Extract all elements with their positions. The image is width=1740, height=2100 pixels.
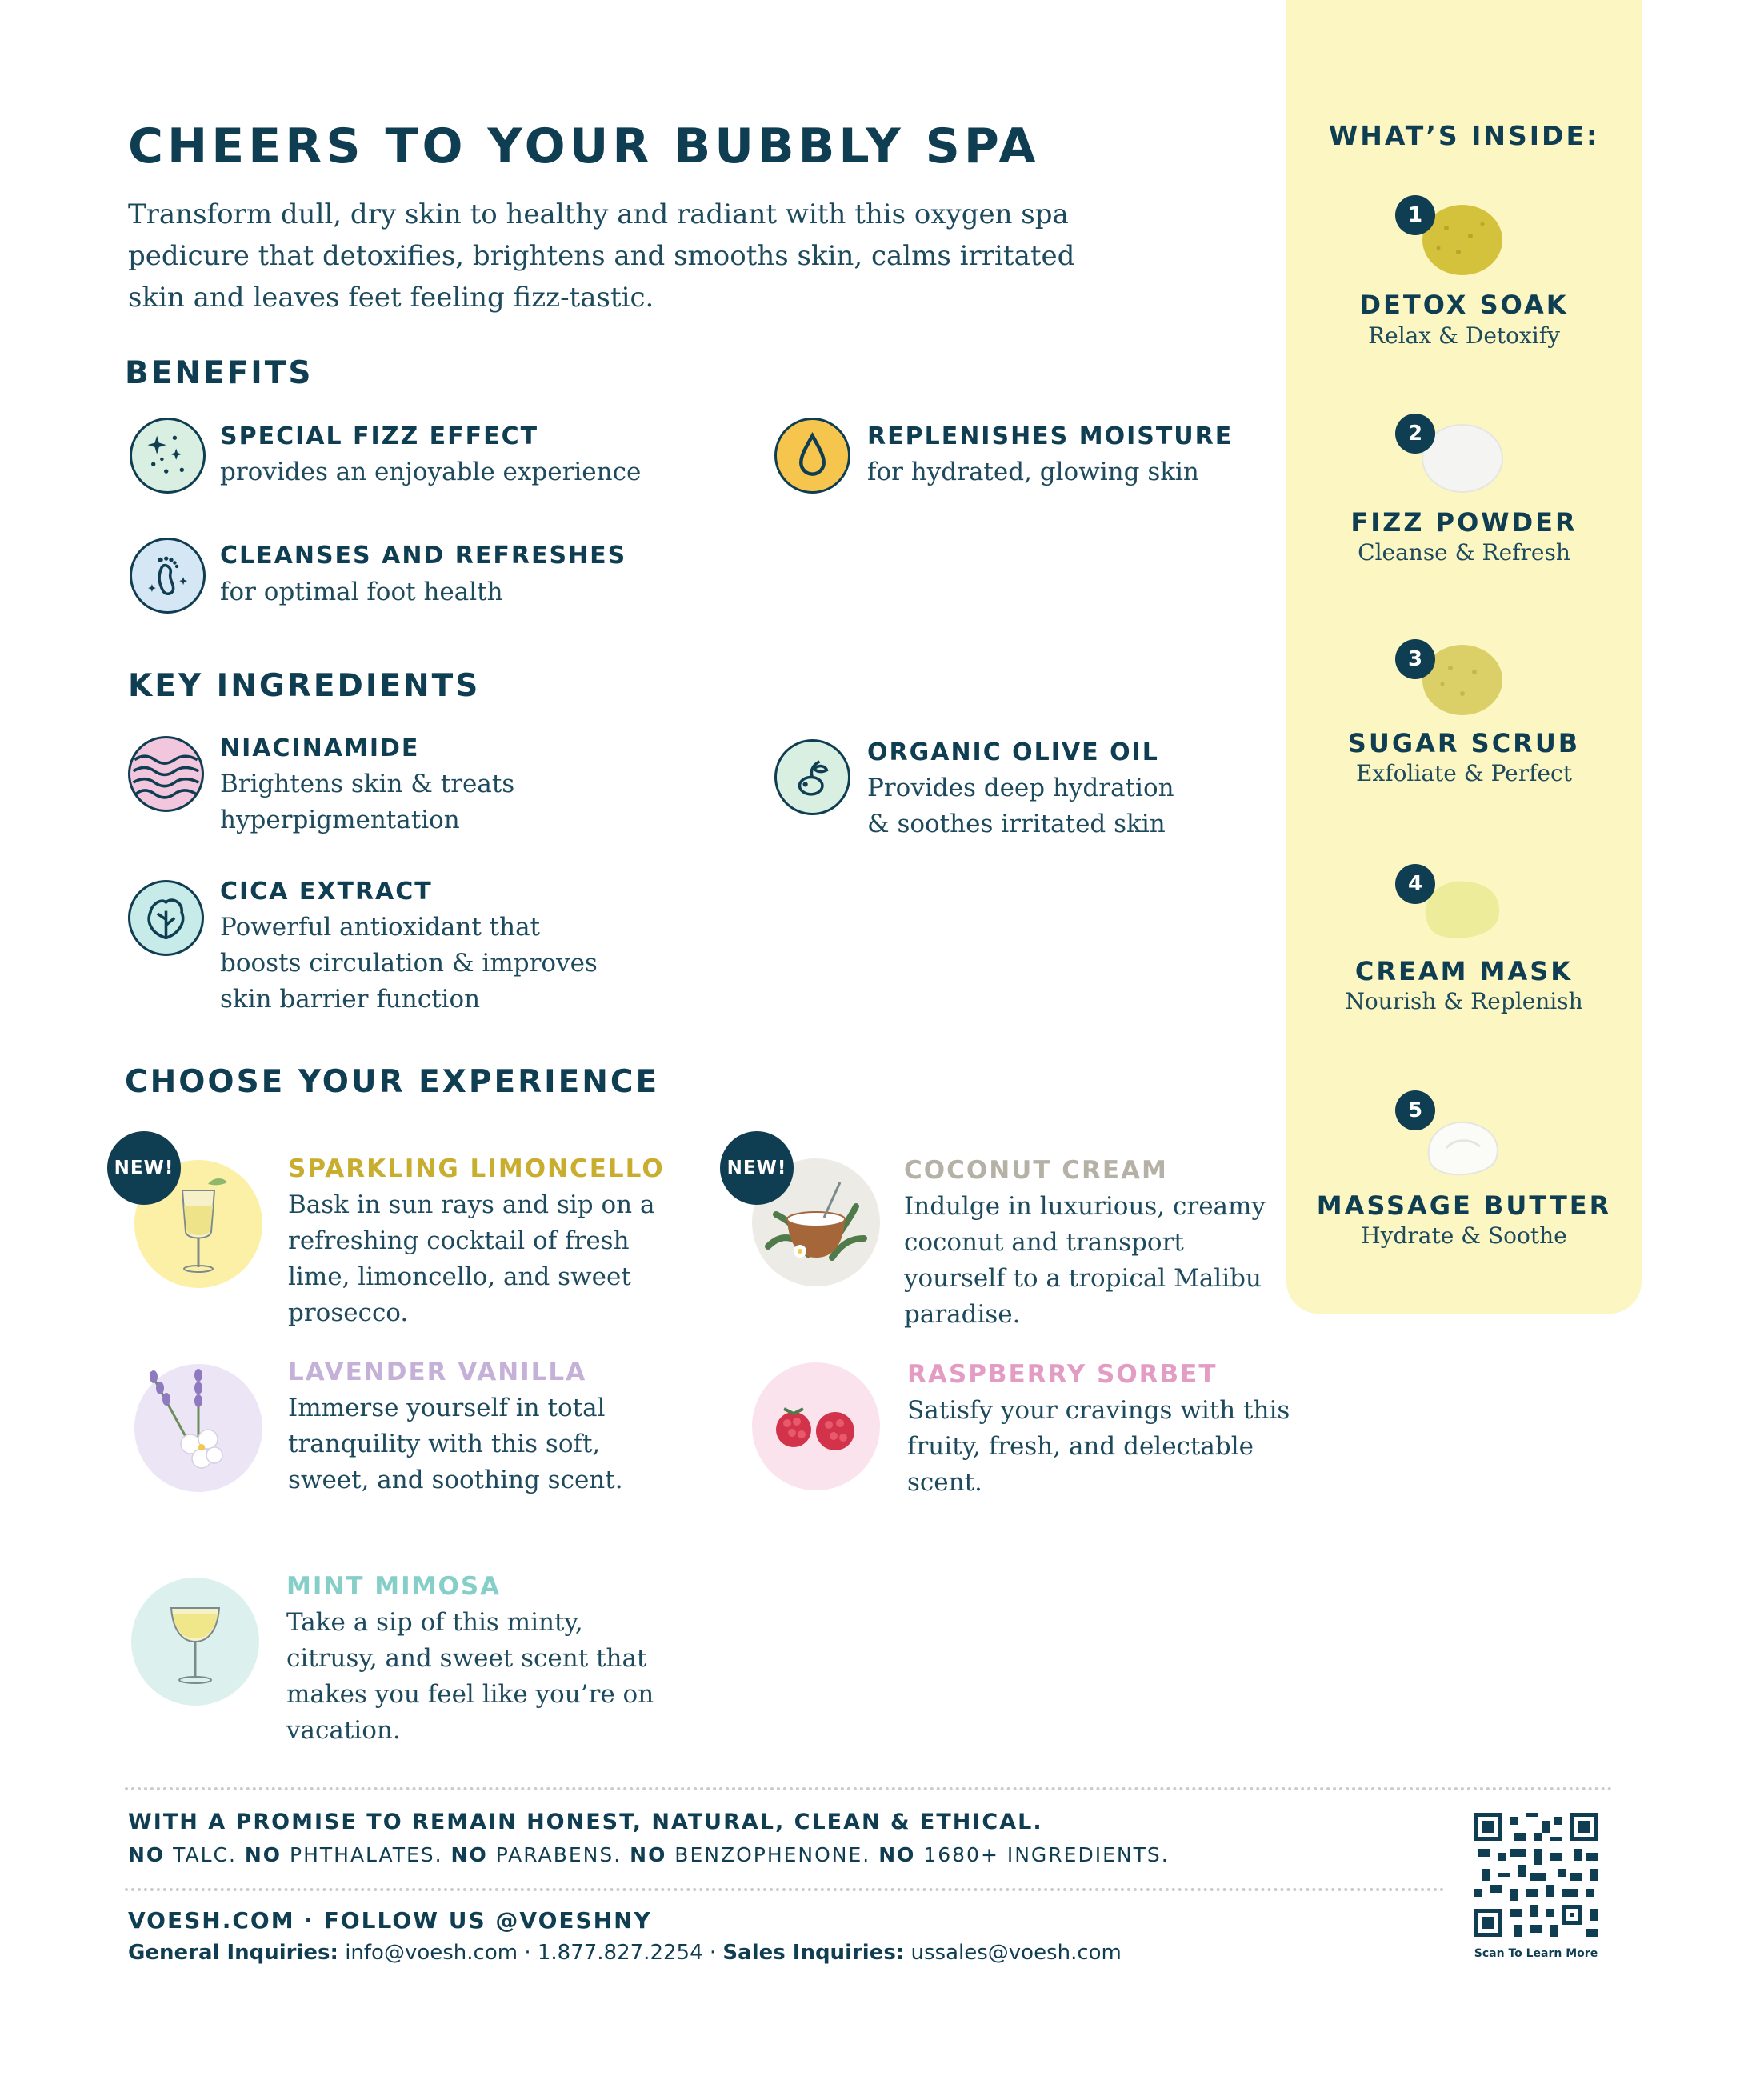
phone-number[interactable]: 1.877.827.2254 — [537, 1941, 703, 1965]
benefit-title: SPECIAL FIZZ EFFECT — [220, 422, 539, 450]
exclusion-item: PHTHALATES. — [290, 1843, 443, 1866]
sales-email-link[interactable]: ussales@voesh.com — [910, 1941, 1122, 1965]
exclusion-item: BENZOPHENONE. — [674, 1843, 871, 1866]
step-subtitle: Cleanse & Refresh — [1358, 539, 1570, 566]
contact-line: General Inquiries: info@voesh.com · 1.877.827.2254 · Sales Inquiries: ussales@voesh.com — [128, 1941, 1122, 1965]
step-subtitle: Hydrate & Soothe — [1361, 1222, 1567, 1249]
ingredient-text: Provides deep hydration & soothes irritated skin — [867, 774, 1174, 838]
footer-divider — [125, 1888, 1445, 1891]
sales-inquiries-label: Sales Inquiries: — [722, 1941, 905, 1965]
scent-description: Indulge in luxurious, creamy coconut and transport yourself to a tropical Malibu paradise. — [904, 1192, 1266, 1329]
scent-title: MINT MIMOSA — [286, 1572, 502, 1601]
no-label: NO — [878, 1843, 916, 1866]
step-title: DETOX SOAK — [1359, 290, 1569, 320]
ingredient-title: CICA EXTRACT — [220, 878, 433, 906]
no-label: NO — [450, 1843, 488, 1866]
scent-title: COCONUT CREAM — [904, 1156, 1168, 1185]
foot-icon — [130, 538, 206, 614]
ingredient-exclusions — [128, 1843, 1170, 1866]
promise-statement: WITH A PROMISE TO REMAIN HONEST, NATURAL, CLEAN & ETHICAL. — [128, 1810, 1043, 1834]
benefits-heading: BENEFITS — [125, 355, 314, 391]
no-label: NO — [630, 1843, 667, 1866]
step-subtitle: Nourish & Replenish — [1345, 988, 1583, 1014]
sparkle-icon — [130, 418, 206, 494]
exclusion-item: 1680+ INGREDIENTS. — [923, 1843, 1170, 1866]
general-inquiries-label: General Inquiries: — [128, 1941, 338, 1965]
leaf-icon — [128, 880, 204, 956]
raspberry-image — [752, 1362, 880, 1490]
step-number: 3 — [1395, 639, 1435, 679]
scent-title: LAVENDER VANILLA — [288, 1358, 587, 1386]
step-number: 2 — [1395, 414, 1435, 454]
intro-paragraph: Transform dull, dry skin to healthy and radiant with this oxygen spa pedicure that detoxifies, brightens and smooths skin, calms irritated skin and leaves feet feeling fizz-tastic. — [128, 198, 1075, 314]
no-label: NO — [244, 1843, 282, 1866]
new-badge: NEW! — [107, 1131, 181, 1205]
benefit-text: provides an enjoyable experience — [220, 458, 642, 486]
whats-inside-heading: WHAT’S INSIDE: — [1328, 120, 1600, 151]
ingredient-title: NIACINAMIDE — [220, 734, 420, 762]
no-label: NO — [128, 1843, 166, 1866]
olive-icon — [774, 739, 850, 815]
water-drop-icon — [774, 418, 850, 494]
step-subtitle: Exfoliate & Perfect — [1355, 760, 1572, 786]
step-title: CREAM MASK — [1354, 956, 1574, 986]
scent-description: Take a sip of this minty, citrusy, and sweet scent that makes you feel like you’re on vacation. — [286, 1608, 654, 1745]
lavender-image — [134, 1364, 262, 1492]
ingredient-title: ORGANIC OLIVE OIL — [867, 738, 1159, 766]
benefit-title: CLEANSES AND REFRESHES — [220, 542, 627, 570]
step-number: 5 — [1395, 1090, 1435, 1130]
website-follow-line: VOESH.COM · FOLLOW US @VOESHNY — [128, 1907, 652, 1934]
benefit-title: REPLENISHES MOISTURE — [867, 422, 1234, 450]
follow-us-link[interactable]: FOLLOW US @VOESHNY — [323, 1907, 652, 1934]
scent-title: SPARKLING LIMONCELLO — [288, 1154, 665, 1183]
scent-description: Bask in sun rays and sip on a refreshing cocktail of fresh lime, limoncello, and sweet prosecco. — [288, 1190, 655, 1327]
ingredient-text: Brightens skin & treats hyperpigmentation — [220, 770, 515, 834]
step-subtitle: Relax & Detoxify — [1368, 322, 1560, 349]
waves-icon — [128, 736, 204, 812]
step-title: FIZZ POWDER — [1350, 507, 1578, 538]
step-number: 1 — [1395, 195, 1435, 235]
scent-description: Immerse yourself in total tranquility with this soft, sweet, and soothing scent. — [288, 1394, 623, 1494]
mimosa-glass-image — [131, 1578, 259, 1706]
scent-description: Satisfy your cravings with this fruity, fresh, and delectable scent. — [907, 1396, 1290, 1497]
qr-code[interactable] — [1474, 1813, 1598, 1937]
new-badge: NEW! — [720, 1131, 794, 1205]
page-title: CHEERS TO YOUR BUBBLY SPA — [128, 118, 1040, 174]
footer-divider — [125, 1787, 1613, 1790]
step-number: 4 — [1395, 864, 1435, 904]
exclusion-item: PARABENS. — [495, 1843, 622, 1866]
general-email-link[interactable]: info@voesh.com — [345, 1941, 518, 1965]
ingredient-text: Powerful antioxidant that boosts circulation & improves skin barrier function — [220, 913, 598, 1014]
benefit-text: for optimal foot health — [220, 578, 503, 606]
step-title: SUGAR SCRUB — [1347, 728, 1581, 758]
qr-caption: Scan To Learn More — [1474, 1947, 1598, 1960]
scent-title: RASPBERRY SORBET — [907, 1360, 1218, 1389]
key-ingredients-heading: KEY INGREDIENTS — [128, 668, 481, 704]
benefit-text: for hydrated, glowing skin — [867, 458, 1199, 486]
experience-heading: CHOOSE YOUR EXPERIENCE — [125, 1064, 660, 1100]
website-link[interactable]: VOESH.COM — [128, 1907, 295, 1934]
step-title: MASSAGE BUTTER — [1316, 1190, 1612, 1221]
exclusion-item: TALC. — [173, 1843, 237, 1866]
